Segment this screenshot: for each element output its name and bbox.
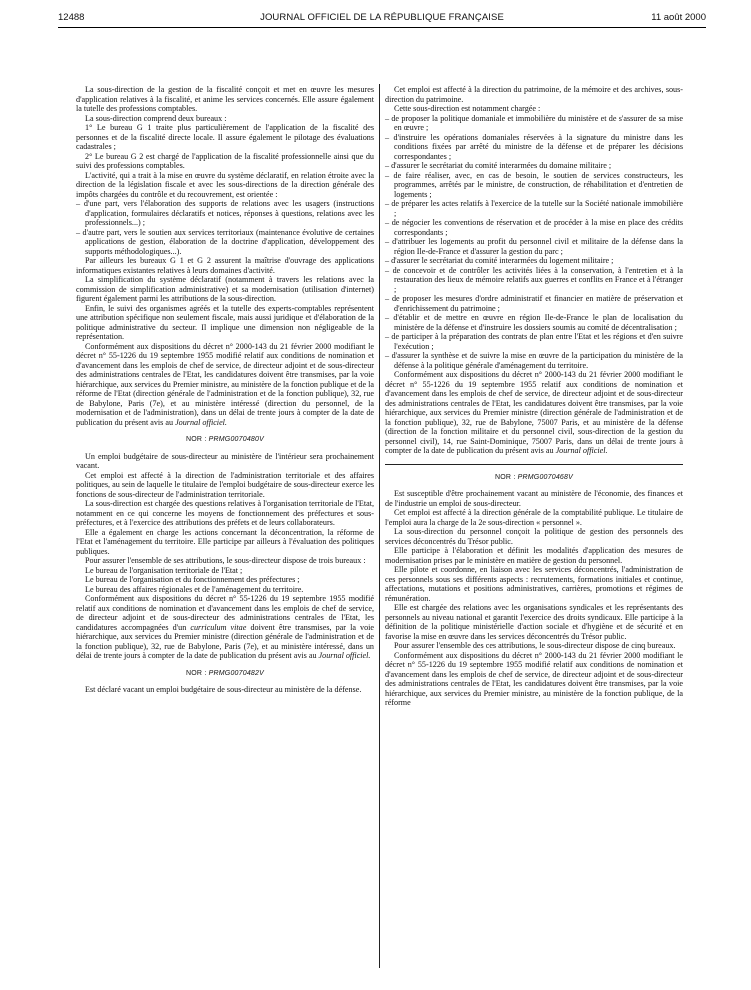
nor-reference — [76, 435, 374, 445]
journal-officiel-ref: Journal officiel. — [318, 651, 371, 660]
paragraph — [385, 370, 683, 456]
paragraph: La sous-direction comprend deux bureaux : — [85, 113, 227, 123]
journal-title: JOURNAL OFFICIEL DE LA RÉPUBLIQUE FRANÇAISE — [260, 12, 504, 23]
publication-date: 11 août 2000 — [651, 12, 706, 23]
paragraph: Conformément aux dispositions du décret n° 2000-143 du 21 février 2000 modifiant le décret n° 55-1226 du 19 septembre 1955 modifié relatif aux conditions de nomination et d'avancement dans les emplois de chef de service, de directeur adjoint et de sous-directeur des administrations centrales de l'Etat, les candidatures doivent être transmises, par la voie hiérarchique, aux services du Premier ministre, au ministère de la fonction publique, de la réforme — [385, 650, 683, 707]
bullet-list — [76, 199, 374, 256]
nor-prefix: NOR : — [186, 436, 207, 443]
paragraph: Cet emploi est affecté à la direction du patrimoine, de la mémoire et des archives, sous-direction du patrimoine. — [385, 85, 683, 104]
list-item: – d'une part, vers l'élaboration des supports de relations avec les usagers (instructions d'application, formulaires déclaratifs et notices, réponses à questions, relations avec les professionnels...) ; — [76, 199, 374, 228]
paragraph-text: doivent être transmises, par la voie hiérarchique, aux services du Premier ministre (direction générale de l'administration et de la fonction publique), 32, rue de Babylone, Paris (7e), et au ministère intéressé, dans un délai de trente jours à compter de la date de publication du présent avis au — [76, 622, 375, 660]
paragraph — [76, 594, 374, 661]
section-separator — [385, 464, 683, 465]
header-rule — [58, 27, 706, 28]
nor-reference — [385, 473, 683, 483]
nor-reference — [76, 669, 374, 679]
list-item: – de participer à la préparation des contrats de plan entre l'Etat et les régions et d'en suivre l'exécution ; — [385, 332, 683, 351]
list-item: – de négocier les conventions de réservation et de procéder à la mise en place des crédits correspondants ; — [385, 218, 683, 237]
paragraph: 2° Le bureau G 2 est chargé de l'application de la fiscalité professionnelle ainsi que du suivi des professions comptables. — [76, 151, 374, 170]
page-header — [58, 12, 706, 26]
paragraph: Elle a également en charge les actions concernant la déconcentration, la réforme de l'Etat et l'aménagement du territoire. Elle participe par ailleurs à l'évaluation des politiques publiques. — [76, 527, 374, 556]
paragraph-text: Conformément aux dispositions du décret n° 2000-143 du 21 février 2000 modifiant le décret n° 55-1226 du 19 septembre 1955 modifié relatif aux conditions de nomination et d'avancement dans les emplois de chef de service, de directeur adjoint et de sous-directeur des administrations centrales de l'Etat, les candidatures doivent être transmises, par la voie hiérarchique, aux services du Premier ministre, au ministère de la fonction publique et de la réforme de l'Etat (direction générale de l'administration et de la fonction publique), 32, rue de Babylone, Paris (7e), et au ministère intéressé (direction du personnel, de la modernisation et de l'administration), dans un délai de trente jours à compter de la date de publication du présent avis au — [76, 341, 374, 427]
paragraph: Le bureau de l'organisation territoriale de l'Etat ; — [85, 565, 243, 575]
paragraph: Cet emploi est affecté à la direction générale de la comptabilité publique. Le titulaire de l'emploi aura la charge de la 2e sous-direction « personnel ». — [385, 508, 683, 527]
list-item: – d'attribuer les logements au profit du personnel civil et militaire de la défense dans la région Ile-de-France et d'assurer la gestion du parc ; — [385, 237, 683, 256]
paragraph: Elle pilote et coordonne, en liaison avec les services déconcentrés, l'administration de ces personnels sous ses différents aspects : recrutements, formations initiales et continue, affectations, mutations et positions administratives, carrières, promotions et régimes de rémunération. — [385, 565, 683, 603]
list-item: – d'autre part, vers le soutien aux services territoriaux (maintenance évolutive de certaines applications de gestion, élaboration de la doctrine d'application, développement des supports méthodologiques...). — [76, 228, 374, 257]
nor-code: PRMG0070482V — [208, 669, 264, 677]
paragraph: Un emploi budgétaire de sous-directeur au ministère de l'intérieur sera prochainement vacant. — [76, 451, 374, 470]
paragraph: Elle est chargée des relations avec les organisations syndicales et les représentants des personnels au niveau national et garantit l'exercice des droits syndicaux. Elle participe à la définition de la politique ministérielle d'action sociale et d'hygiène et de sécurité et en favorise la mise en œuvre dans les services déconcentrés du Trésor public. — [385, 603, 683, 641]
column-divider — [379, 84, 380, 968]
paragraph: Est déclaré vacant un emploi budgétaire de sous-directeur au ministère de la défense. — [85, 685, 362, 694]
list-item: – d'assurer la synthèse et de suivre la mise en œuvre de la participation du ministère de la défense à la politique générale d'aménagement du territoire. — [385, 351, 683, 370]
journal-officiel-ref: Journal officiel. — [555, 446, 608, 455]
paragraph: Cet emploi est affecté à la direction de l'administration territoriale et des affaires politiques, au sein de laquelle le titulaire de l'emploi budgétaire de sous-directeur exerce les fonctions de sous-directeur de l'administration territoriale. — [76, 470, 374, 499]
paragraph: 1° Le bureau G 1 traite plus particulièrement de l'application de la fiscalité des personnes et de la fiscalité directe locale. Il assure également le pilotage des évaluations cadastrales ; — [76, 123, 374, 151]
paragraph: Elle participe à l'élaboration et définit les modalités d'application des mesures de modernisation prises par le ministère en matière de gestion du personnel. — [385, 546, 683, 565]
paragraph: Cette sous-direction est notamment chargée : — [394, 104, 541, 113]
left-column — [76, 85, 374, 695]
paragraph: La sous-direction du personnel conçoit la politique de gestion des personnels des services déconcentrés du Trésor public. — [385, 527, 683, 546]
paragraph-text: Conformément aux dispositions du décret n° 2000-143 du 21 février 2000 modifiant le décret n° 55-1226 du 19 septembre 1955 relatif aux conditions de nomination et d'avancement dans les emplois de chef de service, de directeur adjoint et de sous-directeur des administrations centrales de l'Etat, les candidatures doivent être transmises, par la voie hiérarchique, aux services du Premier ministre (direction générale de l'administration et de la fonction publique), 32, rue de Babylone, 75007 Paris, et au ministère de la défense (direction de la fonction militaire et du personnel civil, sous-direction de la gestion du personnel civil), 14, rue Saint-Dominique, 75007 Paris, dans un délai de trente jours à compter de la date de publication du présent avis au — [385, 370, 683, 455]
paragraph: Pour assurer l'ensemble de ses attributions, le sous-directeur dispose de trois bureaux : — [85, 556, 366, 565]
paragraph: Est susceptible d'être prochainement vacant au ministère de l'économie, des finances et de l'industrie un emploi de sous-directeur. — [385, 489, 683, 508]
nor-prefix: NOR : — [186, 669, 207, 677]
curriculum-vitae-term: curriculum vitae — [190, 622, 247, 632]
paragraph: Le bureau de l'organisation et du fonctionnement des préfectures ; — [85, 575, 300, 584]
list-item: – d'assurer le secrétariat du comité interarmées du logement militaire ; — [385, 256, 683, 266]
paragraph: L'activité, qui a trait à la mise en œuvre du système déclaratif, en relation étroite avec la direction de la législation fiscale et avec les sous-directions de la direction générale des impôts chargées du contrôle et du recouvrement, est orientée : — [76, 170, 374, 199]
list-item: – d'assurer le secrétariat du comité interarmées du domaine militaire ; — [385, 161, 683, 171]
list-item: – de proposer la politique domaniale et immobilière du ministère et de s'assurer de sa mise en œuvre ; — [385, 114, 683, 133]
list-item: – d'établir et de mettre en œuvre en région Ile-de-France le plan de localisation du ministère de la défense et d'instruire les dossiers soumis au comité de décentralisation ; — [385, 313, 683, 332]
list-item: – de concevoir et de contrôler les activités liées à la conservation, à l'entretien et à la restauration des lieux de mémoire relatifs aux guerres et conflits en France et à l'étranger ; — [385, 266, 683, 295]
paragraph — [76, 342, 374, 428]
page-number: 12488 — [58, 12, 85, 23]
paragraph: Le bureau des affaires régionales et de l'aménagement du territoire. — [85, 584, 304, 594]
nor-prefix: NOR : — [495, 473, 516, 481]
paragraph: La sous-direction est chargée des questions relatives à l'organisation territoriale de l'Etat, notamment en ce qui concerne les moyens de fonctionnement des préfectures et sous-préfectures, et à l'exercice des attributions des préfets et de leurs collaborateurs. — [76, 499, 374, 527]
list-item: – de faire réaliser, avec, en cas de besoin, le soutien de services constructeurs, les programmes, arrêtés par le ministre, de construction, de réhabilitation et d'entretien de logements ; — [385, 171, 683, 200]
nor-code: PRMG0070480V — [208, 436, 264, 443]
journal-officiel-ref: Journal officiel. — [175, 417, 227, 427]
paragraph: La simplification du système déclaratif (notamment à travers les relations avec la commission de simplification administrative) et sa modernisation (utilisation d'internet) figurent également parmi les attributions de la sous-direction. — [76, 275, 374, 303]
paragraph: Enfin, le suivi des organismes agréés et la tutelle des experts-comptables représentent une attribution spécifique non seulement fiscale, mais aussi juridique et d'élaboration de la politique administrative du secteur. Il implique une dimension non négligeable de la représentation. — [76, 303, 374, 341]
nor-code: PRMG0070468V — [517, 473, 573, 481]
paragraph: La sous-direction de la gestion de la fiscalité conçoit et met en œuvre les mesures d'application relatives à la fiscalité, et anime les services concernés. Elle assure également la tutelle des professions comptables. — [76, 85, 374, 113]
list-item: – de proposer les mesures d'ordre administratif et financier en matière de préservation et d'enrichissement du patrimoine ; — [385, 294, 683, 313]
bullet-list — [385, 114, 683, 371]
paragraph: Pour assurer l'ensemble des ces attributions, le sous-directeur dispose de cinq bureaux. — [394, 641, 676, 650]
paragraph-text: Conformément aux dispositions du décret n° 55-1226 du 19 septembre 1955 modifié relatif aux conditions de nomination et d'avancement dans les emplois de chef de service, de directeur adjoint et de sous-directeur des administrations centrales de l'Etat, les candidatures accompagnées d'un — [76, 594, 374, 632]
right-column — [385, 85, 683, 708]
list-item: – de préparer les actes relatifs à l'exercice de la tutelle sur la Société nationale immobilière ; — [385, 199, 683, 218]
list-item: – d'instruire les opérations domaniales réservées à la signature du ministre dans les conditions fixées par arrêté du ministre de la défense et de préparer les décisions correspondantes ; — [385, 133, 683, 162]
paragraph: Par ailleurs les bureaux G 1 et G 2 assurent la maîtrise d'ouvrage des applications informatiques existantes relatives à leurs domaines d'activité. — [76, 256, 374, 275]
